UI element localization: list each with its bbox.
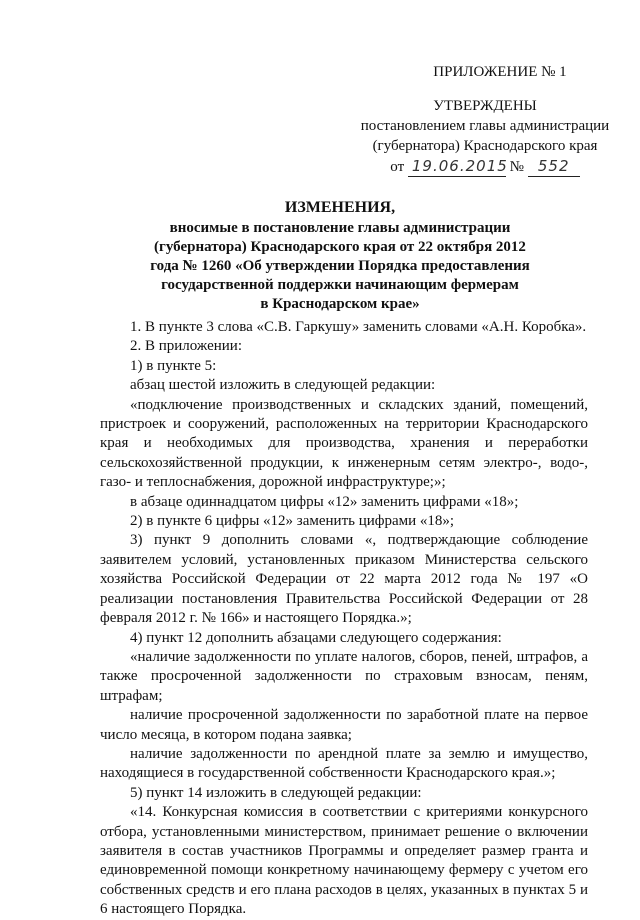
paragraph: «подключение производственных и складских зданий, помещений, пристроек и сооружений, расположенных на территории Краснодарского края и необходимых для производства, хранения и переработки сельскохозяйственной продукции, к инженерным сетям электро-, водо-, газо- и теплоснабжения, дорожной инфраструктуре;»; <box>100 396 588 491</box>
date-prefix: от <box>390 159 405 175</box>
paragraph: в абзаце одиннадцатом цифры «12» заменить цифрами «18»; <box>130 493 519 510</box>
paragraph: 2) в пункте 6 цифры «12» заменить цифрами «18»; <box>130 513 455 530</box>
handwritten-date: 19.06.2015 <box>408 156 506 177</box>
paragraph: 1. В пункте 3 слова «С.В. Гаркушу» заменить словами «А.Н. Коробка». <box>130 319 587 335</box>
approved-label: УТВЕРЖДЕНЫ <box>433 98 537 114</box>
paragraph: 2. В приложении: <box>130 338 242 355</box>
handwritten-number: 552 <box>528 156 580 177</box>
paragraph: 4) пункт 12 дополнить абзацами следующего содержания: <box>130 629 502 646</box>
approval-line-1: постановлением главы администрации <box>360 118 610 134</box>
number-prefix: № <box>509 159 524 175</box>
approval-dateline <box>360 156 610 177</box>
paragraph: «наличие задолженности по уплате налогов, сборов, пеней, штрафов, а также просроченной задолженности по страховым взносам, пеням, штрафам; <box>100 648 588 704</box>
paragraph: 3) пункт 9 дополнить словами «, подтверждающие соблюдение заявителем условий, установленных приказом Министерства сельского хозяйства Российской Федерации от 22 марта 2012 года № 197 «О реализации постановления Правительства Российской Федерации от 28 февраля 2012 г. № 166» и настоящего Порядка.»; <box>100 532 588 627</box>
title-line: года № 1260 «Об утверждении Порядка предоставления <box>150 258 530 274</box>
paragraph: наличие задолженности по арендной плате за землю и имущество, находящиеся в государственной собственности Краснодарского края.»; <box>100 745 588 782</box>
paragraph: 5) пункт 14 изложить в следующей редакции: <box>130 784 422 801</box>
title-line: (губернатора) Краснодарского края от 22 октября 2012 <box>154 239 526 255</box>
paragraph: наличие просроченной задолженности по заработной плате на первое число месяца, в котором подана заявка; <box>100 707 588 743</box>
paragraph: 1) в пункте 5: <box>130 357 217 374</box>
title-line: государственной поддержки начинающим фермерам <box>161 277 519 293</box>
title-main: ИЗМЕНЕНИЯ, <box>284 199 396 216</box>
appendix-label: ПРИЛОЖЕНИЕ № 1 <box>433 64 567 80</box>
title-line: вносимые в постановление главы администрации <box>169 220 511 236</box>
paragraph: «14. Конкурсная комиссия в соответствии с критериями конкурсного отбора, установленными министерством, принимает решение о включении заявителя в состав участников Программы и определяет размер гранта и единовременной помощи конкретному начинающему фермеру с учетом его собственных средств и его плана расходов в целях, указанных в пунктах 5 и 6 настоящего Порядка. <box>100 804 588 918</box>
title-line: в Краснодарском крае» <box>260 296 420 312</box>
paragraph: абзац шестой изложить в следующей редакции: <box>130 377 436 394</box>
document-title <box>120 198 560 314</box>
approval-header <box>360 62 610 177</box>
approval-line-2: (губернатора) Краснодарского края <box>372 138 598 154</box>
document-body <box>100 318 588 920</box>
